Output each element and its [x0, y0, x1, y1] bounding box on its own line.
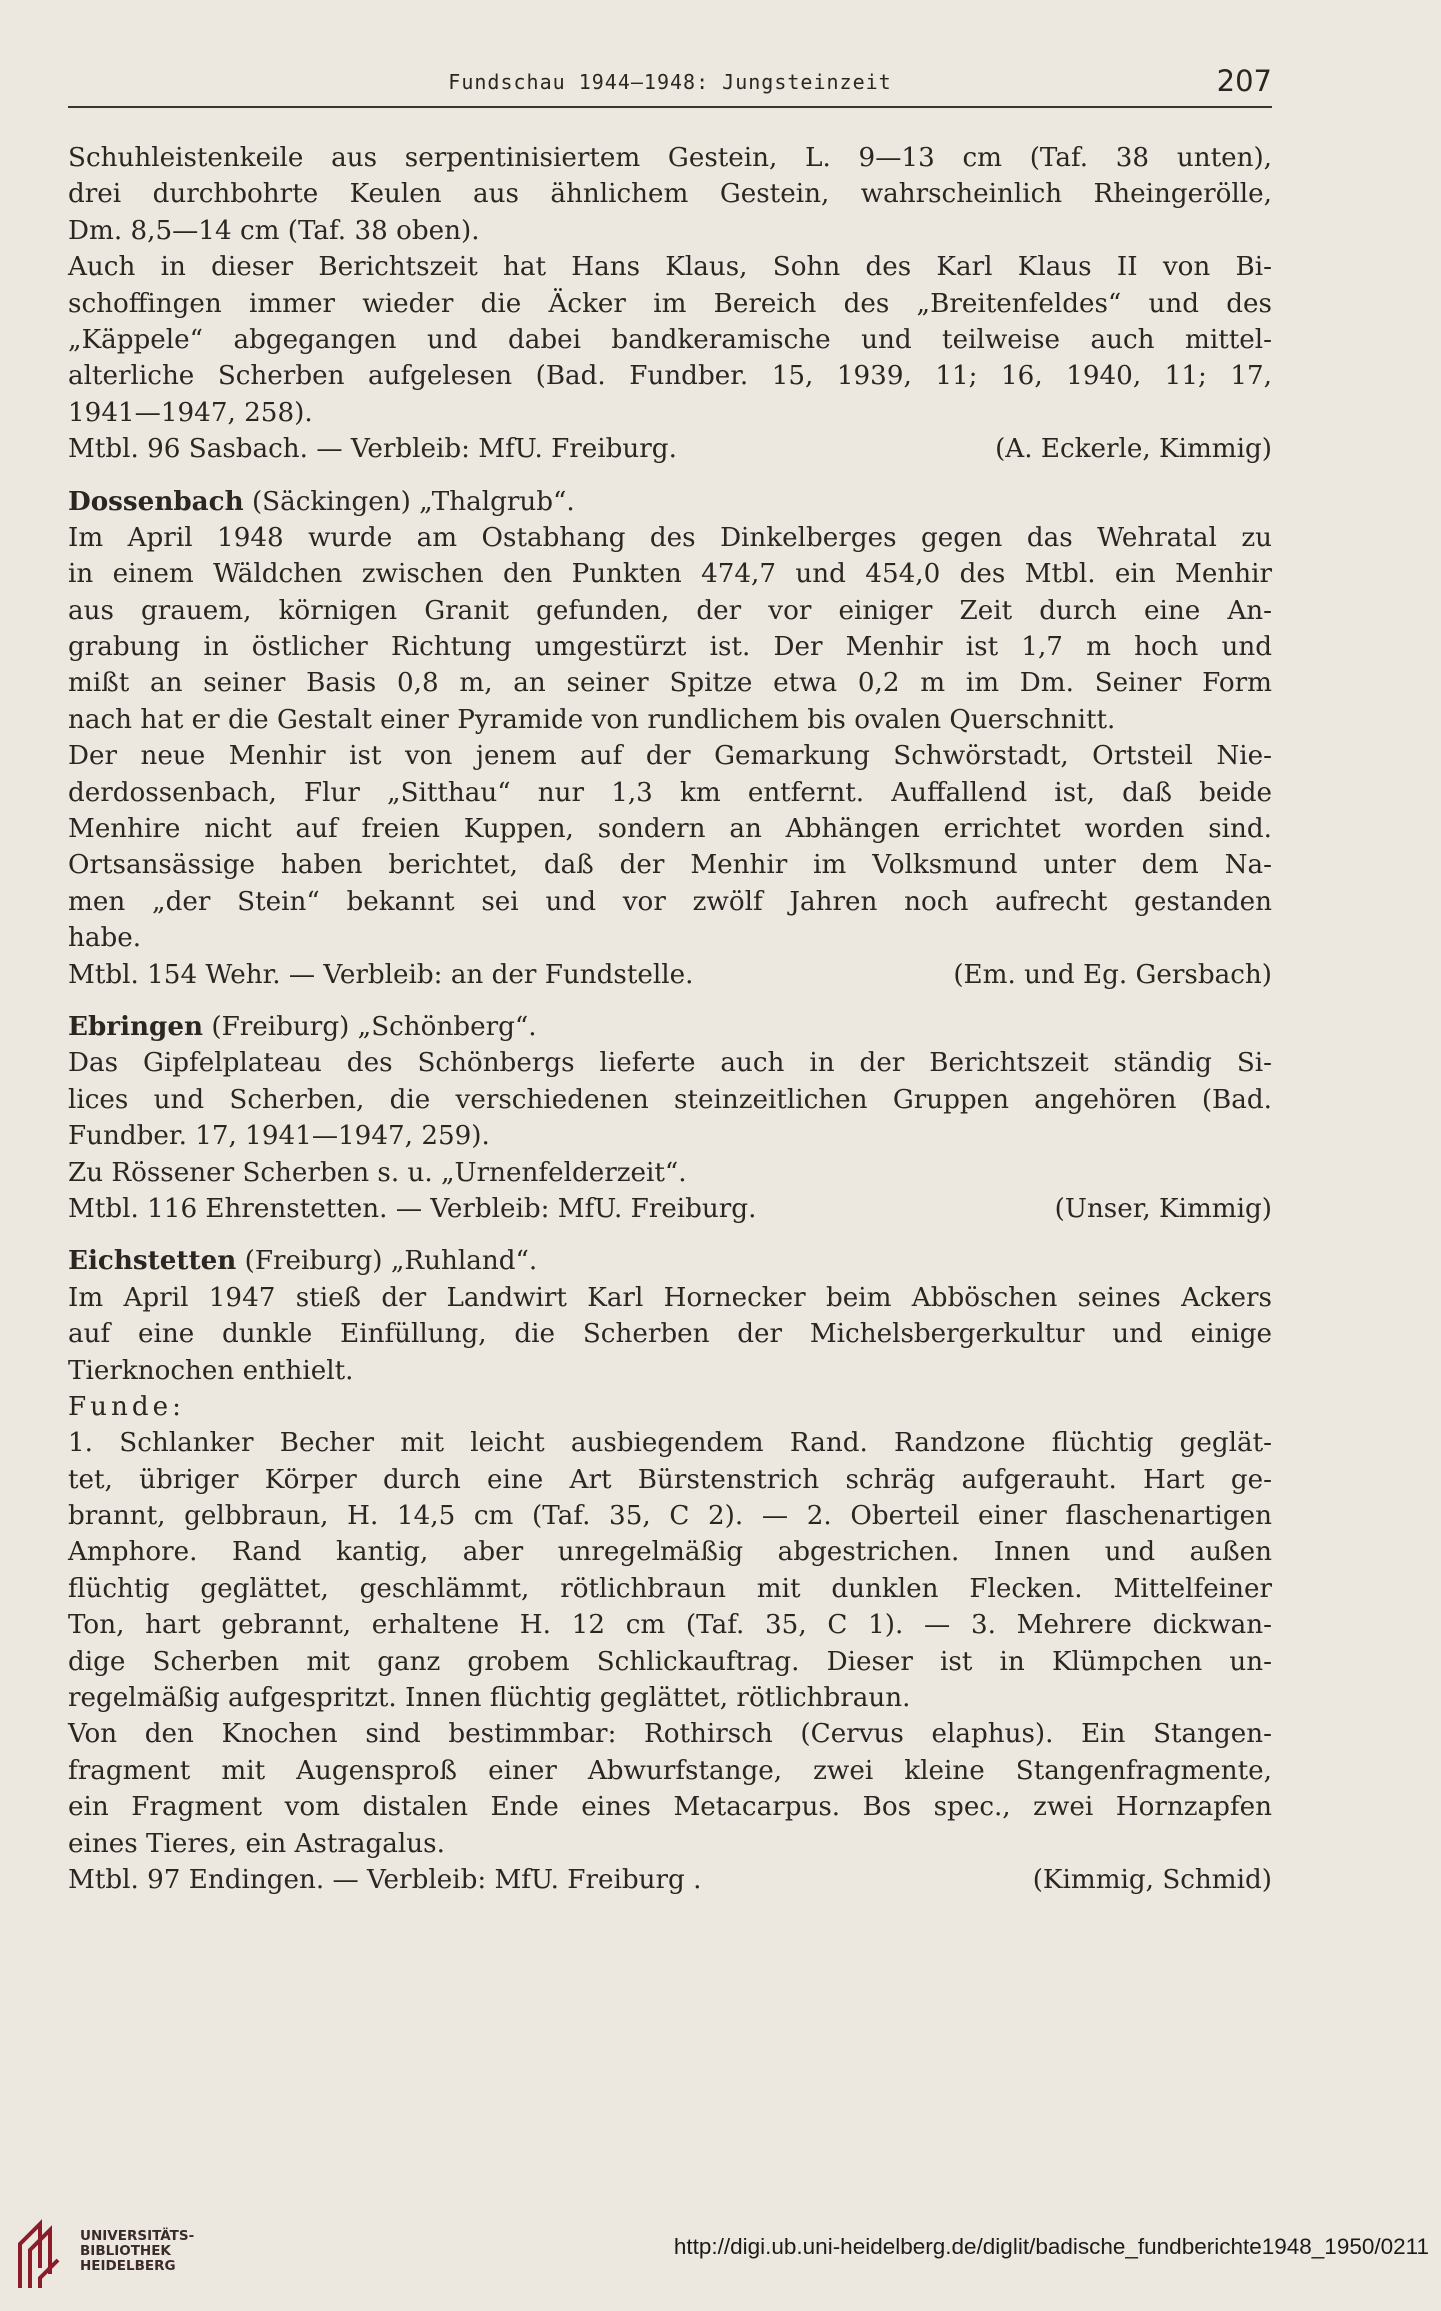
funde-label: Funde:: [68, 1391, 185, 1422]
author-credit: (Unser, Kimmig): [1054, 1193, 1272, 1224]
text-line: Zu Rössener Scherben s. u. „Urnenfelderzeit“.: [68, 1157, 687, 1188]
entry-dossenbach: [68, 484, 1272, 993]
text-line: ein Fragment vom distalen Ende eines Metacarpus. Bos spec., zwei Hornzapfen: [68, 1792, 1272, 1823]
text-line: Schuhleistenkeile aus serpentinisiertem Gestein, L. 9—13 cm (Taf. 38 unten),: [68, 143, 1272, 173]
author-credit: (Kimmig, Schmid): [1032, 1864, 1272, 1895]
reference-line: [68, 1862, 1272, 1898]
text-line: lices und Scherben, die verschiedenen steinzeitlichen Gruppen angehören (Bad.: [68, 1084, 1272, 1115]
text-line: flüchtig geglättet, geschlämmt, rötlichbraun mit dunklen Flecken. Mittelfeiner: [68, 1573, 1272, 1604]
text-line: tet, übriger Körper durch eine Art Bürstenstrich schräg aufgerauht. Hart ge-: [68, 1464, 1272, 1495]
text-line: 1. Schlanker Becher mit leicht ausbiegendem Rand. Randzone flüchtig geglät-: [68, 1428, 1272, 1459]
site-name: (Freiburg) „Ruhland“.: [236, 1246, 538, 1277]
page-number: 207: [1216, 64, 1272, 98]
text-line: dige Scherben mit ganz grobem Schlickauftrag. Dieser ist in Klümpchen un-: [68, 1646, 1272, 1677]
entry-heading: [68, 1243, 1272, 1279]
map-sheet-reference: Mtbl. 96 Sasbach. — Verbleib: MfU. Freiburg.: [68, 434, 677, 465]
text-line: Fundber. 17, 1941—1947, 259).: [68, 1121, 490, 1152]
text-line: Dm. 8,5—14 cm (Taf. 38 oben).: [68, 215, 480, 246]
text-line: men „der Stein“ bekannt sei und vor zwölf Jahren noch aufrecht gestanden: [68, 886, 1272, 917]
library-logo-icon: [14, 2214, 64, 2294]
place-name: Ebringen: [68, 1010, 204, 1042]
place-name: Dossenbach: [68, 485, 244, 517]
author-credit: (A. Eckerle, Kimmig): [995, 434, 1272, 465]
intro-section: [68, 140, 1272, 468]
text-line: aus grauem, körnigen Granit gefunden, der vor einiger Zeit durch eine An-: [68, 595, 1272, 626]
author-credit: (Em. und Eg. Gersbach): [953, 959, 1272, 990]
text-line: Das Gipfelplateau des Schönbergs lieferte auch in der Berichtszeit ständig Si-: [68, 1048, 1272, 1079]
text-line: alterliche Scherben aufgelesen (Bad. Fundber. 15, 1939, 11; 16, 1940, 11; 17,: [68, 361, 1272, 392]
library-name-line: HEIDELBERG: [80, 2258, 176, 2274]
text-line: Tierknochen enthielt.: [68, 1355, 354, 1386]
text-line: schoffingen immer wieder die Äcker im Bereich des „Breitenfeldes“ und des: [68, 288, 1272, 319]
place-name: Eichstetten: [68, 1245, 237, 1277]
site-name: (Freiburg) „Schönberg“.: [203, 1011, 537, 1042]
text-line: brannt, gelbbraun, H. 14,5 cm (Taf. 35, C 2). — 2. Oberteil einer flaschenartigen: [68, 1501, 1272, 1532]
entry-heading: [68, 484, 1272, 520]
text-line: Ortsansässige haben berichtet, daß der Menhir im Volksmund unter dem Na-: [68, 850, 1272, 881]
map-sheet-reference: Mtbl. 154 Wehr. — Verbleib: an der Fundstelle.: [68, 959, 694, 990]
reference-line: [68, 957, 1272, 993]
text-line: in einem Wäldchen zwischen den Punkten 474,7 und 454,0 des Mtbl. ein Menhir: [68, 559, 1272, 590]
entry-eichstetten: [68, 1243, 1272, 1898]
reference-line: [68, 431, 1272, 467]
text-line: „Käppele“ abgegangen und dabei bandkeramische und teilweise auch mittel-: [68, 324, 1272, 355]
text-line: auf eine dunkle Einfüllung, die Scherben der Michelsbergerkultur und einige: [68, 1319, 1272, 1350]
text-line: drei durchbohrte Keulen aus ähnlichem Gestein, wahrscheinlich Rheingerölle,: [68, 179, 1272, 210]
text-line: Im April 1948 wurde am Ostabhang des Dinkelberges gegen das Wehratal zu: [68, 522, 1272, 553]
text-line: fragment mit Augensproß einer Abwurfstange, zwei kleine Stangenfragmente,: [68, 1755, 1272, 1786]
page-body: [68, 140, 1272, 1898]
text-line: Amphore. Rand kantig, aber unregelmäßig abgestrichen. Innen und außen: [68, 1537, 1272, 1568]
text-line: Von den Knochen sind bestimmbar: Rothirsch (Cervus elaphus). Ein Stangen-: [68, 1719, 1272, 1750]
text-line: Im April 1947 stieß der Landwirt Karl Hornecker beim Abböschen seines Ackers: [68, 1282, 1272, 1313]
text-line: mißt an seiner Basis 0,8 m, an seiner Spitze etwa 0,2 m im Dm. Seiner Form: [68, 668, 1272, 699]
text-line: Menhire nicht auf freien Kuppen, sondern an Abhängen errichtet worden sind.: [68, 814, 1272, 845]
text-line: habe.: [68, 923, 142, 954]
text-line: regelmäßig aufgespritzt. Innen flüchtig geglättet, rötlichbraun.: [68, 1683, 911, 1714]
reference-line: [68, 1191, 1272, 1227]
digitization-footer: [0, 2210, 1441, 2311]
text-line: derdossenbach, Flur „Sitthau“ nur 1,3 km entfernt. Auffallend ist, daß beide: [68, 777, 1272, 808]
text-line: Auch in dieser Berichtszeit hat Hans Klaus, Sohn des Karl Klaus II von Bi-: [68, 252, 1272, 283]
library-name-line: UNIVERSITÄTS-: [80, 2228, 195, 2244]
library-name-line: BIBLIOTHEK: [80, 2243, 171, 2259]
running-header: [68, 66, 1272, 108]
map-sheet-reference: Mtbl. 116 Ehrenstetten. — Verbleib: MfU. Freiburg.: [68, 1193, 757, 1224]
site-name: (Säckingen) „Thalgrub“.: [243, 486, 575, 517]
map-sheet-reference: Mtbl. 97 Endingen. — Verbleib: MfU. Freiburg .: [68, 1864, 702, 1895]
text-line: eines Tieres, ein Astragalus.: [68, 1828, 445, 1859]
entry-heading: [68, 1009, 1272, 1045]
running-title: Fundschau 1944—1948: Jungsteinzeit: [448, 70, 892, 94]
library-name: [80, 2229, 194, 2274]
text-line: 1941—1947, 258).: [68, 397, 313, 428]
text-line: Der neue Menhir ist von jenem auf der Gemarkung Schwörstadt, Ortsteil Nie-: [68, 741, 1272, 772]
text-line: Ton, hart gebrannt, erhaltene H. 12 cm (Taf. 35, C 1). — 3. Mehrere dickwan-: [68, 1610, 1272, 1641]
text-line: grabung in östlicher Richtung umgestürzt ist. Der Menhir ist 1,7 m hoch und: [68, 632, 1272, 663]
text-line: nach hat er die Gestalt einer Pyramide von rundlichem bis ovalen Querschnitt.: [68, 704, 1116, 735]
entry-ebringen: [68, 1009, 1272, 1227]
source-url-link[interactable]: http://digi.ub.uni-heidelberg.de/diglit/badische_fundberichte1948_1950/0211: [673, 2234, 1429, 2259]
